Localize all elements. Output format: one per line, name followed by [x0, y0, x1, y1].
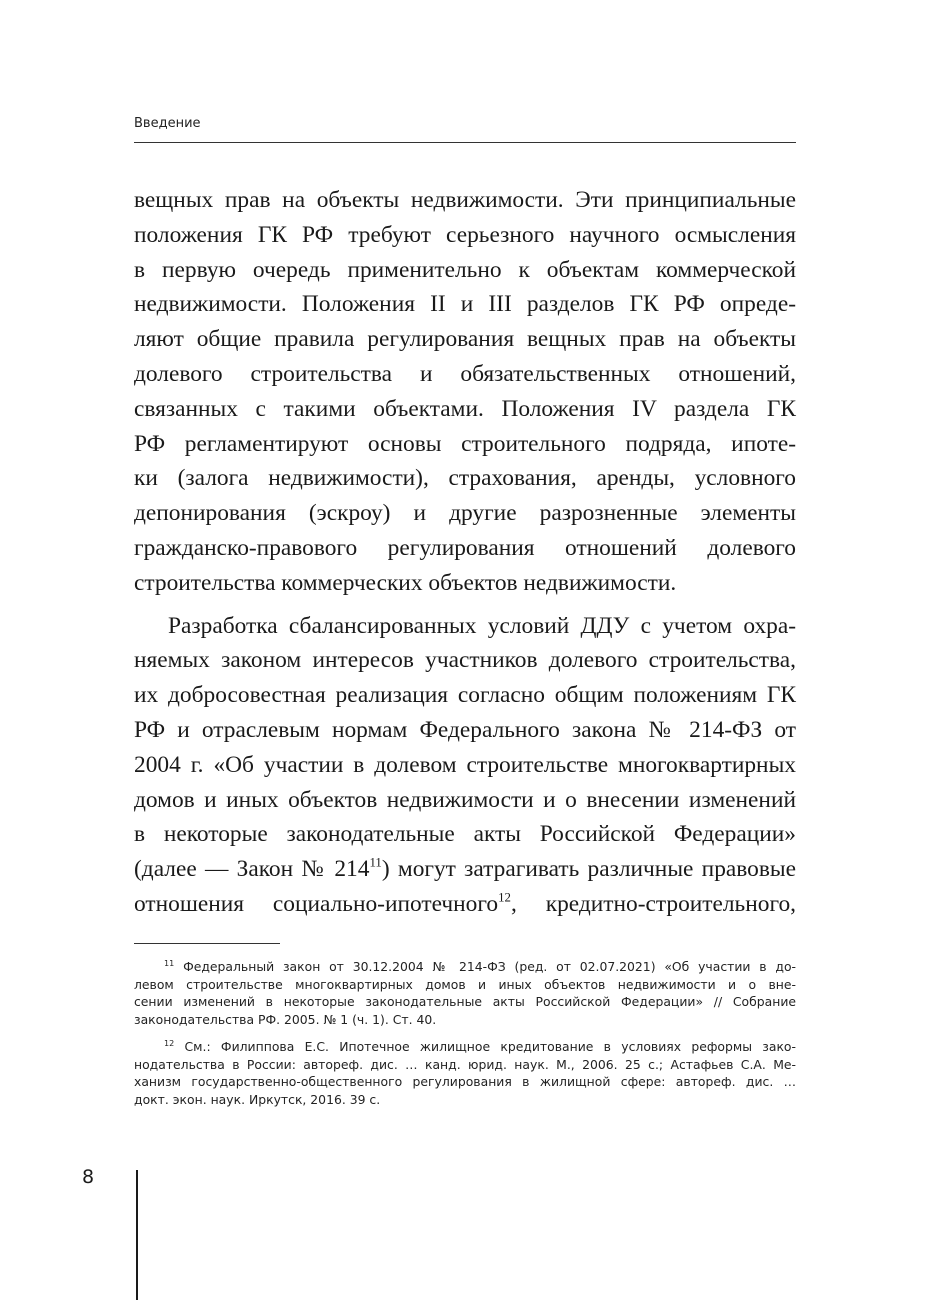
text-line: связанных с такими объектами. Положения IV раздела ГК: [134, 395, 796, 422]
text-line: их добросовестная реализация согласно общим положениям ГК: [134, 682, 796, 709]
footnote-number: 12: [164, 1039, 175, 1049]
footnote-line: левом строительстве многоквартирных домов и иных объектов недвижимости и о вне-: [134, 976, 796, 992]
text-line: РФ и отраслевым нормам Федерального закона № 214-ФЗ от: [134, 716, 796, 743]
text-line: положения ГК РФ требуют серьезного научного осмысления: [134, 221, 796, 248]
footnote-12: [134, 1038, 796, 1108]
footnote-text: См.: Филиппова Е.С. Ипотечное жилищное кредитование в условиях реформы зако-: [184, 1039, 796, 1054]
page-number: 8: [82, 1166, 95, 1188]
footnotes: [134, 958, 796, 1118]
text-line: домов и иных объектов недвижимости и о внесении изменений: [134, 786, 796, 813]
main-text: [134, 183, 796, 922]
footnote-line: докт. экон. наук. Иркутск, 2016. 39 с.: [134, 1091, 381, 1107]
footnote-line: [134, 958, 796, 976]
text-line: ляют общие правила регулирования вещных прав на объекты: [134, 326, 796, 353]
text-line: в первую очередь применительно к объектам коммерческой: [134, 256, 796, 283]
text-line: 2004 г. «Об участии в долевом строительстве многоквартирных: [134, 751, 796, 778]
footnote-number: 11: [164, 959, 175, 969]
footnote-11: [134, 958, 796, 1028]
footnote-ref-11[interactable]: 11: [369, 855, 382, 870]
footnote-line: сении изменений в некоторые законодательные акты Российской Федерации» // Собрание: [134, 994, 796, 1009]
text-line: [134, 852, 796, 887]
paragraph-2: [134, 609, 796, 922]
text-line: Разработка сбалансированных условий ДДУ с учетом охра-: [168, 612, 796, 639]
paragraph-1: [134, 183, 796, 601]
running-title: Введение: [134, 116, 201, 131]
text-line: [134, 887, 796, 922]
text-fragment: , кредитно-строительного,: [510, 890, 796, 917]
text-line: гражданско-правового регулирования отношений долевого: [134, 534, 796, 561]
text-line: недвижимости. Положения II и III разделов ГК РФ опреде-: [134, 291, 796, 318]
footnote-ref-12[interactable]: 12: [498, 890, 511, 905]
footnote-text: Федеральный закон от 30.12.2004 № 214-ФЗ (ред. от 02.07.2021) «Об участии в до-: [183, 959, 796, 974]
text-fragment: отношения социально-ипотечного: [134, 890, 499, 917]
text-line: строительства коммерческих объектов недвижимости.: [134, 569, 677, 596]
text-line: РФ регламентируют основы строительного подряда, ипоте-: [134, 430, 796, 457]
text-fragment: (далее — Закон № 214: [134, 856, 370, 883]
footnote-line: нодательства в России: автореф. дис. … канд. юрид. наук. М., 2006. 25 с.; Астафьев С.А. Ме-: [134, 1056, 796, 1072]
text-line: долевого строительства и обязательственных отношений,: [134, 360, 796, 387]
text-line: ки (залога недвижимости), страхования, аренды, условного: [134, 465, 796, 492]
footnote-line: ханизм государственно-общественного регулирования в жилищной сфере: автореф. дис. …: [134, 1074, 796, 1089]
footnote-separator: [134, 943, 280, 944]
header-rule: [134, 142, 796, 143]
text-fragment: ) могут затрагивать различные правовые: [381, 856, 796, 883]
text-line: депонирования (эскроу) и другие разрозненные элементы: [134, 500, 796, 527]
page-edge-bar: [136, 1170, 138, 1300]
footnote-line: [134, 1038, 796, 1056]
text-line: вещных прав на объекты недвижимости. Эти принципиальные: [134, 187, 796, 213]
paragraph-gap: [134, 601, 796, 609]
footnote-line: законодательства РФ. 2005. № 1 (ч. 1). Ст. 40.: [134, 1011, 437, 1027]
text-line: в некоторые законодательные акты Российской Федерации»: [134, 821, 796, 848]
text-line: няемых законом интересов участников долевого строительства,: [134, 647, 796, 674]
